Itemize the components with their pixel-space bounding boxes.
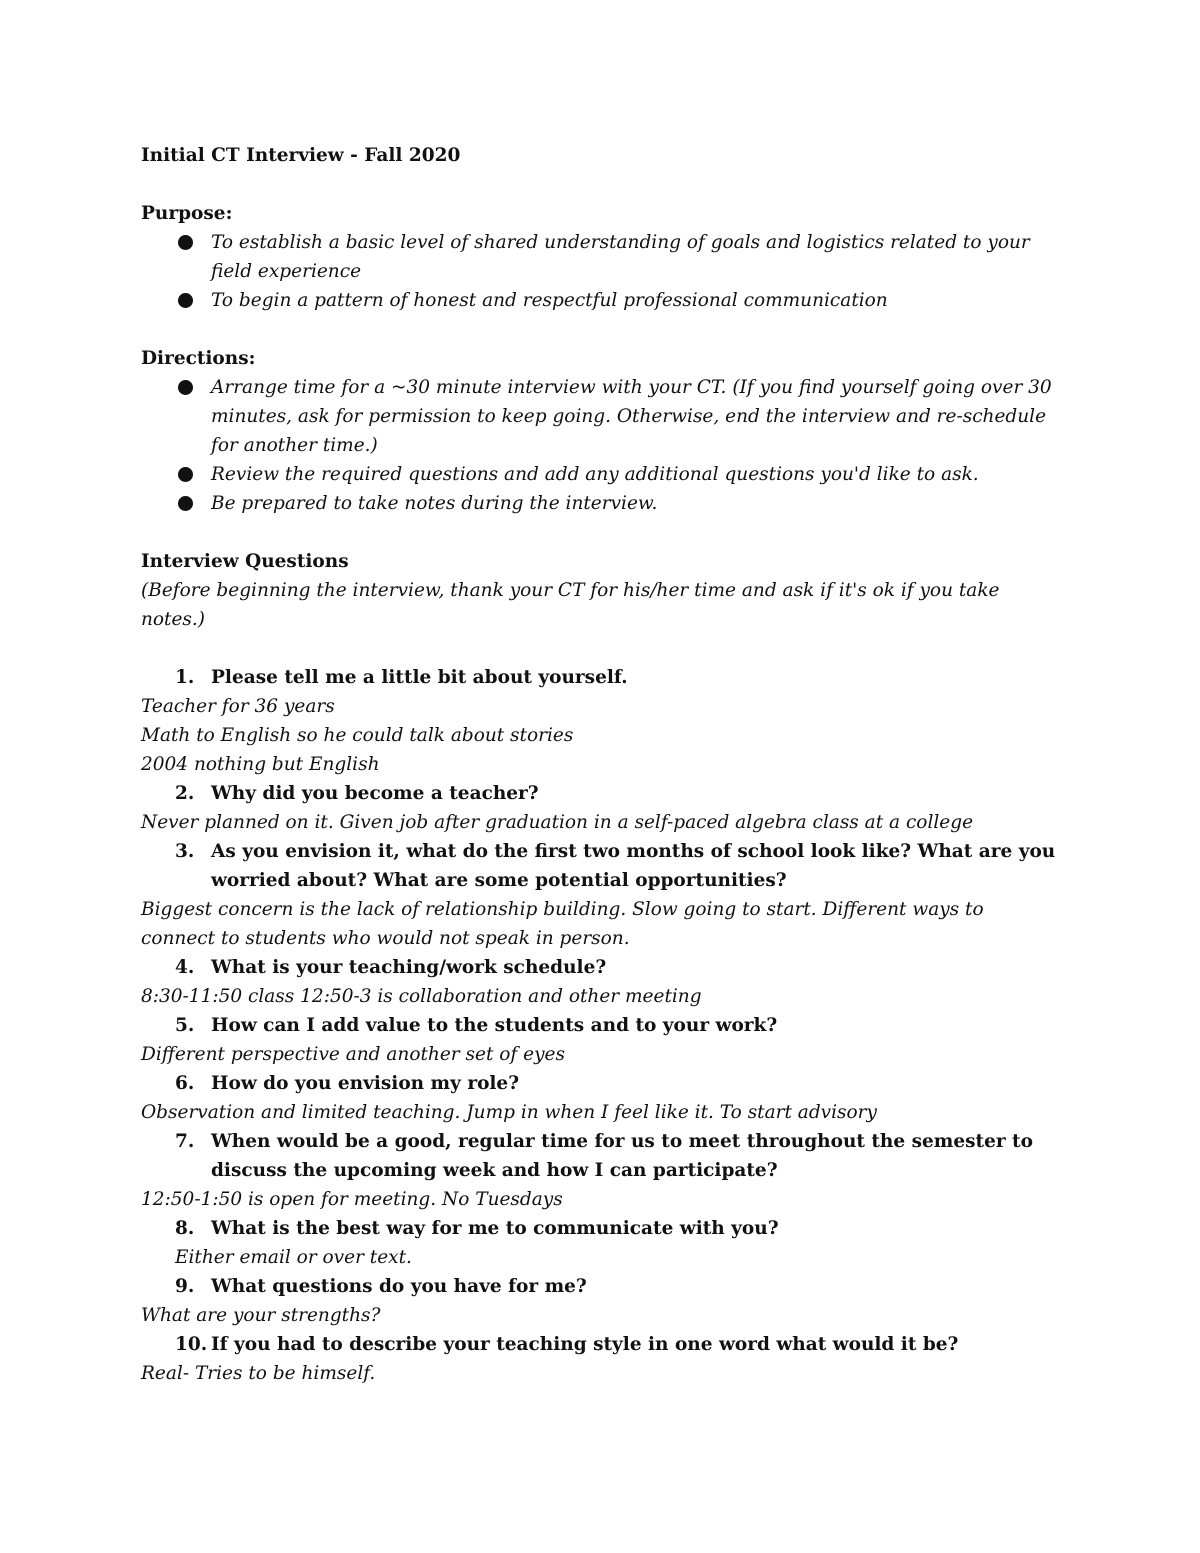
question-text: What is your teaching/work schedule? [211,957,607,978]
answer-text: Never planned on it. Given job after graduation in a self-paced algebra class at a college [141,812,974,833]
question-text: How can I add value to the students and to your work? [211,1015,778,1036]
purpose-item [141,286,1061,315]
directions-item-text: Review the required questions and add any additional questions you'd like to ask. [211,464,979,485]
document-page [141,141,1061,1388]
directions-item-text: Be prepared to take notes during the interview. [211,493,658,514]
bullet-icon [178,293,193,308]
answer-text: Different perspective and another set of eyes [141,1044,565,1065]
answer-text: Observation and limited teaching. Jump in when I feel like it. To start advisory [141,1102,877,1123]
spacer [141,315,1061,344]
interview-intro: (Before beginning the interview, thank your CT for his/her time and ask if it's ok if you take notes.) [141,580,1000,630]
interview-heading: Interview Questions [141,551,349,572]
answer-text: Teacher for 36 years [141,696,335,717]
question-item [141,1127,1061,1185]
question-number: 8. [175,1218,195,1239]
question-text: As you envision it, what do the first two months of school look like? What are you worried about? What are some potential opportunities? [211,841,1056,891]
question-item [141,779,1061,808]
purpose-heading: Purpose: [141,203,233,224]
question-number: 3. [175,841,195,862]
answer-text: Real- Tries to be himself. [141,1363,376,1384]
answer-text: Math to English so he could talk about stories [141,725,574,746]
directions-item [141,489,1061,518]
purpose-list [141,228,1061,315]
question-number: 1. [175,667,195,688]
question-number: 6. [175,1073,195,1094]
bullet-icon [178,467,193,482]
question-text: Why did you become a teacher? [211,783,539,804]
question-number: 10. [175,1334,208,1355]
question-item [141,1214,1061,1243]
question-text: If you had to describe your teaching style in one word what would it be? [211,1334,959,1355]
answer-text: What are your strengths? [141,1305,381,1326]
question-item [141,1330,1061,1359]
directions-item [141,460,1061,489]
question-item [141,837,1061,895]
answer-text: Biggest concern is the lack of relationship building. Slow going to start. Different ways to connect to students who would not speak in person. [141,899,984,949]
question-item [141,1011,1061,1040]
answer-text: 8:30-11:50 class 12:50-3 is collaboration and other meeting [141,986,702,1007]
answer-text: Either email or over text. [175,1247,412,1268]
spacer [141,170,1061,199]
question-text: Please tell me a little bit about yourself. [211,667,628,688]
directions-list [141,373,1061,518]
document-title: Initial CT Interview - Fall 2020 [141,145,461,166]
question-text: How do you envision my role? [211,1073,520,1094]
spacer [141,634,1061,663]
directions-item [141,373,1061,460]
directions-heading: Directions: [141,348,256,369]
question-text: What is the best way for me to communicate with you? [211,1218,779,1239]
bullet-icon [178,380,193,395]
question-item [141,1272,1061,1301]
question-number: 2. [175,783,195,804]
question-number: 9. [175,1276,195,1297]
question-text: When would be a good, regular time for us to meet throughout the semester to discuss the upcoming week and how I can participate? [211,1131,1033,1181]
question-item [141,663,1061,692]
question-number: 5. [175,1015,195,1036]
answer-text: 12:50-1:50 is open for meeting. No Tuesdays [141,1189,563,1210]
purpose-item-text: To establish a basic level of shared understanding of goals and logistics related to your field experience [211,232,1030,282]
question-text: What questions do you have for me? [211,1276,587,1297]
bullet-icon [178,496,193,511]
question-item [141,953,1061,982]
question-number: 7. [175,1131,195,1152]
directions-item-text: Arrange time for a ~30 minute interview with your CT. (If you find yourself going over 30 minutes, ask for permission to keep going. Otherwise, end the interview and re-schedule for another time.) [211,377,1052,456]
question-item [141,1069,1061,1098]
bullet-icon [178,235,193,250]
question-number: 4. [175,957,195,978]
spacer [141,518,1061,547]
answer-text: 2004 nothing but English [141,754,380,775]
purpose-item-text: To begin a pattern of honest and respectful professional communication [211,290,888,311]
purpose-item [141,228,1061,286]
